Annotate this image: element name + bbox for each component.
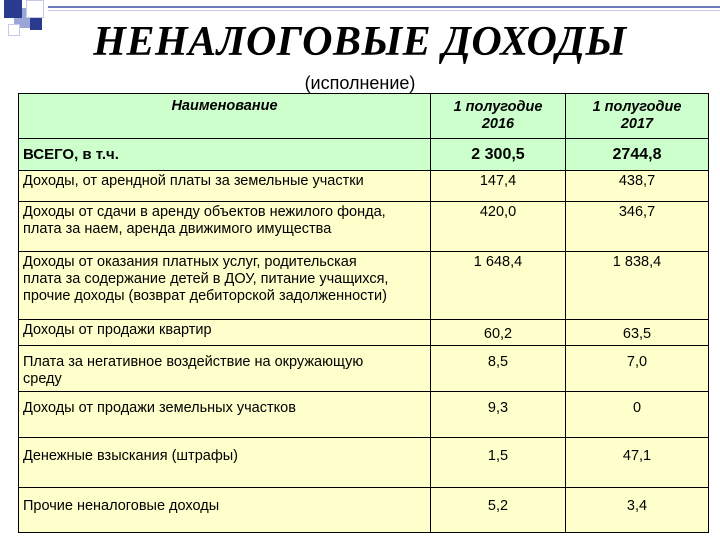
table-row: [19, 438, 709, 488]
row-name-line: Денежные взыскания (штрафы): [23, 448, 239, 464]
table-row: [19, 346, 709, 392]
row-2017: 3,4: [566, 488, 709, 533]
row-name-line: Доходы от сдачи в аренду объектов нежилого фонда,: [23, 204, 386, 220]
row-2017: 7,0: [566, 346, 709, 392]
header-2016-year: 2016: [481, 116, 515, 132]
header-2016-label: 1 полугодие: [453, 99, 543, 115]
row-name: [19, 320, 431, 346]
header-rule: [48, 6, 720, 8]
row-2016: 9,3: [431, 392, 566, 438]
header-2017-label: 1 полугодие: [592, 99, 682, 115]
header-2017: [566, 94, 709, 139]
row-name-line: Доходы, от арендной платы за земельные участки: [23, 173, 364, 189]
row-name: [19, 488, 431, 533]
table-row: [19, 392, 709, 438]
row-2016: 147,4: [431, 171, 566, 202]
total-2016: 2 300,5: [431, 139, 566, 171]
table-row: [19, 252, 709, 320]
table-row: [19, 171, 709, 202]
row-2016: 5,2: [431, 488, 566, 533]
income-table: [18, 93, 709, 533]
header-rule-thin: [48, 10, 720, 11]
row-name: [19, 171, 431, 202]
row-name-line: Плата за негативное воздействие на окружающую: [23, 354, 364, 370]
row-2016: 60,2: [431, 320, 566, 346]
row-2017: 63,5: [566, 320, 709, 346]
row-2017: 438,7: [566, 171, 709, 202]
row-name-line: Прочие неналоговые доходы: [23, 498, 220, 514]
total-label: ВСЕГО, в т.ч.: [19, 139, 431, 171]
total-2017: 2744,8: [566, 139, 709, 171]
row-2016: 420,0: [431, 202, 566, 252]
total-row: [19, 139, 709, 171]
row-name: [19, 438, 431, 488]
row-name-line: среду: [23, 371, 62, 387]
slide-title: НЕНАЛОГОВЫЕ ДОХОДЫ: [93, 19, 627, 65]
slide-subtitle: (исполнение): [304, 73, 416, 93]
row-name: [19, 346, 431, 392]
table-header-row: [19, 94, 709, 139]
row-2017: 47,1: [566, 438, 709, 488]
row-name-line: плата за содержание детей в ДОУ, питание учащихся,: [23, 271, 389, 287]
row-name-line: плата за наем, аренда движимого имущества: [23, 221, 332, 237]
row-2016: 1,5: [431, 438, 566, 488]
header-2017-year: 2017: [620, 116, 654, 132]
row-2017: 346,7: [566, 202, 709, 252]
header-2016: [431, 94, 566, 139]
header-name: Наименование: [19, 94, 431, 139]
table-row: [19, 202, 709, 252]
row-name: [19, 252, 431, 320]
table-row: [19, 488, 709, 533]
row-name-line: Доходы от оказания платных услуг, родительская: [23, 254, 357, 270]
table-row: [19, 320, 709, 346]
row-name-line: прочие доходы (возврат дебиторской задолженности): [23, 288, 387, 304]
row-name: [19, 202, 431, 252]
decor-square-dark: [4, 0, 22, 18]
row-2016: 1 648,4: [431, 252, 566, 320]
row-name-line: Доходы от продажи земельных участков: [23, 400, 296, 416]
row-2016: 8,5: [431, 346, 566, 392]
row-2017: 1 838,4: [566, 252, 709, 320]
row-2017: 0: [566, 392, 709, 438]
decor-square-white: [26, 0, 44, 18]
row-name: [19, 392, 431, 438]
row-name-line: Доходы от продажи квартир: [23, 322, 212, 338]
